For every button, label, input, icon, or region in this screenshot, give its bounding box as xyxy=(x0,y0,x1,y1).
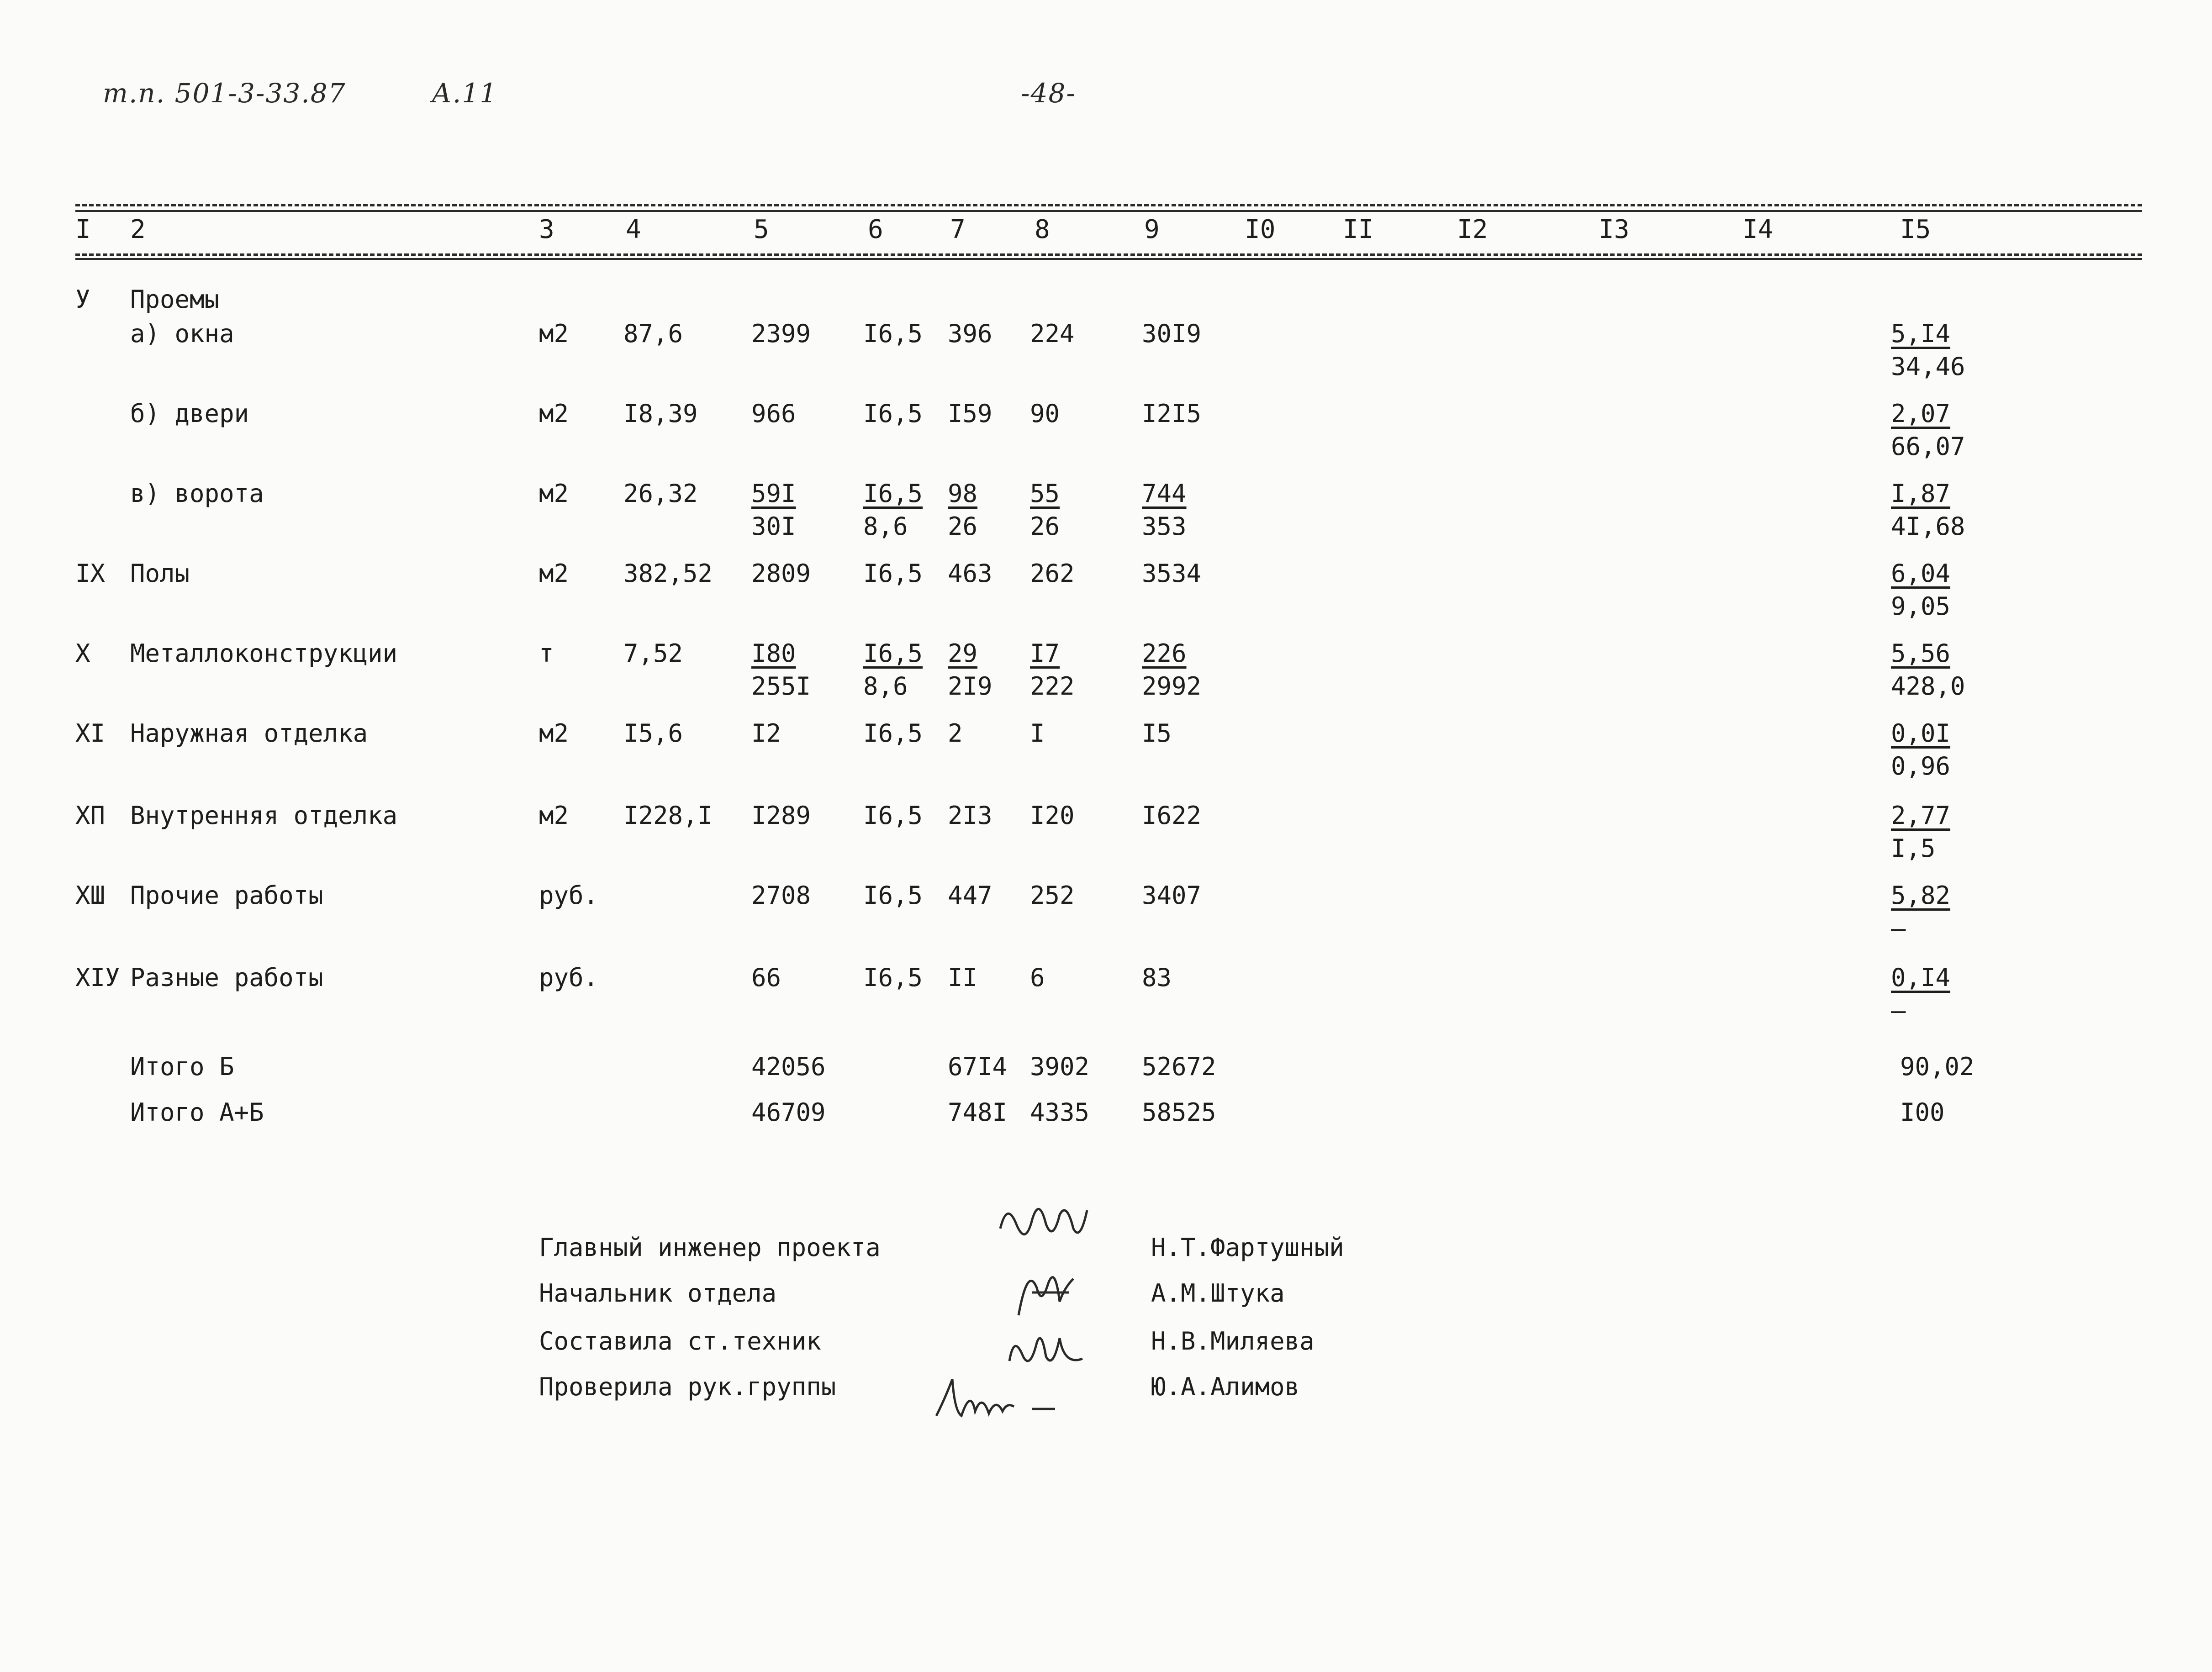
total-c5: 42056 xyxy=(751,1052,826,1081)
album-number: А.11 xyxy=(432,78,498,109)
cell-c8: I20 xyxy=(1030,801,1075,830)
cell-unit: м2 xyxy=(539,719,569,748)
cell-c6: I6,5 xyxy=(863,801,923,830)
cell-c9b: 2992 xyxy=(1142,672,1202,701)
document-code: т.п. 501-3-33.87 xyxy=(103,78,346,109)
cell-c9: 3407 xyxy=(1142,881,1202,910)
cell-c6: I6,5 xyxy=(863,639,923,668)
cell-c9: 3534 xyxy=(1142,559,1202,588)
cell-c9: I2I5 xyxy=(1142,399,1202,428)
page-number: -48- xyxy=(1021,78,1076,109)
signature-role: Главный инженер проекта xyxy=(539,1233,881,1262)
cell-c15: 5,56 xyxy=(1891,639,1951,668)
cell-unit: м2 xyxy=(539,559,569,588)
cell-name: Проемы xyxy=(130,285,220,314)
signature-role: Начальник отдела xyxy=(539,1279,777,1308)
column-header: I5 xyxy=(1900,215,1931,244)
column-header: 2 xyxy=(130,215,146,244)
column-header: I2 xyxy=(1457,215,1488,244)
cell-c5: I289 xyxy=(751,801,811,830)
signature-scribble-3 xyxy=(1005,1324,1087,1377)
cell-c5b: 255I xyxy=(751,672,811,701)
cell-c4: 26,32 xyxy=(623,479,698,508)
cell-name: б) двери xyxy=(130,399,249,428)
cell-c6: I6,5 xyxy=(863,881,923,910)
cell-unit: м2 xyxy=(539,479,569,508)
cell-c15b: 4I,68 xyxy=(1891,512,1965,541)
cell-c15: 0,0I xyxy=(1891,719,1951,748)
cell-c7: 2 xyxy=(948,719,963,748)
signature-name: Ю.А.Алимов xyxy=(1151,1372,1300,1401)
signature-scribble-1 xyxy=(996,1192,1096,1258)
signature-name: Н.В.Миляева xyxy=(1151,1327,1315,1356)
cell-c9: 30I9 xyxy=(1142,319,1202,348)
cell-c8: I xyxy=(1030,719,1045,748)
header-bottom-rule xyxy=(75,253,2142,256)
cell-c5: I2 xyxy=(751,719,781,748)
cell-c8: 90 xyxy=(1030,399,1060,428)
cell-c6: I6,5 xyxy=(863,319,923,348)
column-header: I xyxy=(75,215,91,244)
column-header: 5 xyxy=(754,215,769,244)
cell-num: IX xyxy=(75,559,106,588)
cell-c6: I6,5 xyxy=(863,479,923,508)
cell-c15b: 9,05 xyxy=(1891,592,1951,621)
cell-unit: т xyxy=(539,639,554,668)
cell-c4: I8,39 xyxy=(623,399,698,428)
cell-num: XП xyxy=(75,801,106,830)
signature-scribble-2 xyxy=(1009,1261,1082,1326)
total-name: Итого Б xyxy=(130,1052,234,1081)
cell-unit: м2 xyxy=(539,801,569,830)
cell-c15: 6,04 xyxy=(1891,559,1951,588)
cell-c8: 252 xyxy=(1030,881,1075,910)
cell-c4: I5,6 xyxy=(623,719,683,748)
cell-c9: I622 xyxy=(1142,801,1202,830)
cell-name: Полы xyxy=(130,559,190,588)
cell-name: а) окна xyxy=(130,319,234,348)
cell-c4: I228,I xyxy=(623,801,713,830)
cell-unit: руб. xyxy=(539,881,599,910)
cell-c15b: 0,96 xyxy=(1891,752,1951,781)
cell-c9: 744 xyxy=(1142,479,1187,508)
total-c7: 67I4 xyxy=(948,1052,1008,1081)
total-c7: 748I xyxy=(948,1098,1008,1127)
cell-c9: 226 xyxy=(1142,639,1187,668)
column-header: 8 xyxy=(1035,215,1050,244)
cell-c15: I,87 xyxy=(1891,479,1951,508)
cell-c7: I59 xyxy=(948,399,992,428)
table-top-rule-2 xyxy=(75,210,2142,212)
header-bottom-rule-2 xyxy=(75,258,2142,260)
cell-c5: I80 xyxy=(751,639,796,668)
cell-c15: 2,77 xyxy=(1891,801,1951,830)
cell-c7: 447 xyxy=(948,881,992,910)
cell-name: Прочие работы xyxy=(130,881,323,910)
cell-c8: I7 xyxy=(1030,639,1060,668)
cell-unit: руб. xyxy=(539,963,599,992)
cell-c7: 98 xyxy=(948,479,978,508)
cell-num: XIУ xyxy=(75,963,120,992)
cell-c8: 224 xyxy=(1030,319,1075,348)
cell-c6b: 8,6 xyxy=(863,512,908,541)
cell-unit: м2 xyxy=(539,399,569,428)
cell-c6: I6,5 xyxy=(863,399,923,428)
cell-c5: 2809 xyxy=(751,559,811,588)
cell-c8: 262 xyxy=(1030,559,1075,588)
signature-name: А.М.Штука xyxy=(1151,1279,1285,1308)
cell-c5: 2399 xyxy=(751,319,811,348)
cell-name: Внутренняя отделка xyxy=(130,801,398,830)
cell-c8b: 222 xyxy=(1030,672,1075,701)
cell-c8b: 26 xyxy=(1030,512,1060,541)
table-top-rule xyxy=(75,204,2142,206)
cell-num: X xyxy=(75,639,90,668)
cell-c15: 2,07 xyxy=(1891,399,1951,428)
cell-c7: II xyxy=(948,963,978,992)
cell-c5: 2708 xyxy=(751,881,811,910)
cell-c5: 966 xyxy=(751,399,796,428)
cell-c8: 55 xyxy=(1030,479,1060,508)
cell-c5: 66 xyxy=(751,963,781,992)
column-header: I0 xyxy=(1245,215,1276,244)
cell-c15: 5,82 xyxy=(1891,881,1951,910)
cell-c15: 0,I4 xyxy=(1891,963,1951,992)
cell-c5b: 30I xyxy=(751,512,796,541)
cell-c7b: 26 xyxy=(948,512,978,541)
cell-c6: I6,5 xyxy=(863,719,923,748)
cell-unit: м2 xyxy=(539,319,569,348)
signature-scribble-4 xyxy=(927,1370,1064,1431)
cell-c7: 29 xyxy=(948,639,978,668)
cell-c8: 6 xyxy=(1030,963,1045,992)
cell-c15b: – xyxy=(1891,914,1906,943)
total-c9: 58525 xyxy=(1142,1098,1216,1127)
column-header: I4 xyxy=(1742,215,1774,244)
signature-role: Составила ст.техник xyxy=(539,1327,821,1356)
total-c8: 4335 xyxy=(1030,1098,1090,1127)
total-c15: I00 xyxy=(1900,1098,1945,1127)
cell-c9b: 353 xyxy=(1142,512,1187,541)
column-header: II xyxy=(1343,215,1374,244)
cell-c4: 382,52 xyxy=(623,559,713,588)
cell-c4: 87,6 xyxy=(623,319,683,348)
cell-c6b: 8,6 xyxy=(863,672,908,701)
cell-num: У xyxy=(75,285,90,314)
column-header: 7 xyxy=(950,215,966,244)
column-header: 4 xyxy=(626,215,641,244)
cell-c15b: 34,46 xyxy=(1891,352,1965,381)
cell-c6: I6,5 xyxy=(863,963,923,992)
cell-c15: 5,I4 xyxy=(1891,319,1951,348)
cell-name: Разные работы xyxy=(130,963,323,992)
cell-name: Металлоконструкции xyxy=(130,639,398,668)
cell-c15b: 66,07 xyxy=(1891,432,1965,461)
cell-c5: 59I xyxy=(751,479,796,508)
cell-c6: I6,5 xyxy=(863,559,923,588)
cell-c15b: 428,0 xyxy=(1891,672,1965,701)
signature-role: Проверила рук.группы xyxy=(539,1372,836,1401)
cell-c9: 83 xyxy=(1142,963,1172,992)
total-c5: 46709 xyxy=(751,1098,826,1127)
column-header: 6 xyxy=(868,215,883,244)
column-header: I3 xyxy=(1599,215,1630,244)
cell-num: XI xyxy=(75,719,106,748)
total-c8: 3902 xyxy=(1030,1052,1090,1081)
total-c9: 52672 xyxy=(1142,1052,1216,1081)
cell-c7: 2I3 xyxy=(948,801,992,830)
cell-num: XШ xyxy=(75,881,106,910)
cell-c4: 7,52 xyxy=(623,639,683,668)
cell-name: в) ворота xyxy=(130,479,264,508)
total-name: Итого А+Б xyxy=(130,1098,264,1127)
cell-name: Наружная отделка xyxy=(130,719,368,748)
cell-c9: I5 xyxy=(1142,719,1172,748)
cell-c15b: I,5 xyxy=(1891,834,1936,863)
column-header: 9 xyxy=(1144,215,1160,244)
column-header: 3 xyxy=(539,215,554,244)
signature-name: Н.Т.Фартушный xyxy=(1151,1233,1344,1262)
cell-c15b: – xyxy=(1891,996,1906,1025)
cell-c7b: 2I9 xyxy=(948,672,992,701)
cell-c7: 396 xyxy=(948,319,992,348)
total-c15: 90,02 xyxy=(1900,1052,1974,1081)
cell-c7: 463 xyxy=(948,559,992,588)
